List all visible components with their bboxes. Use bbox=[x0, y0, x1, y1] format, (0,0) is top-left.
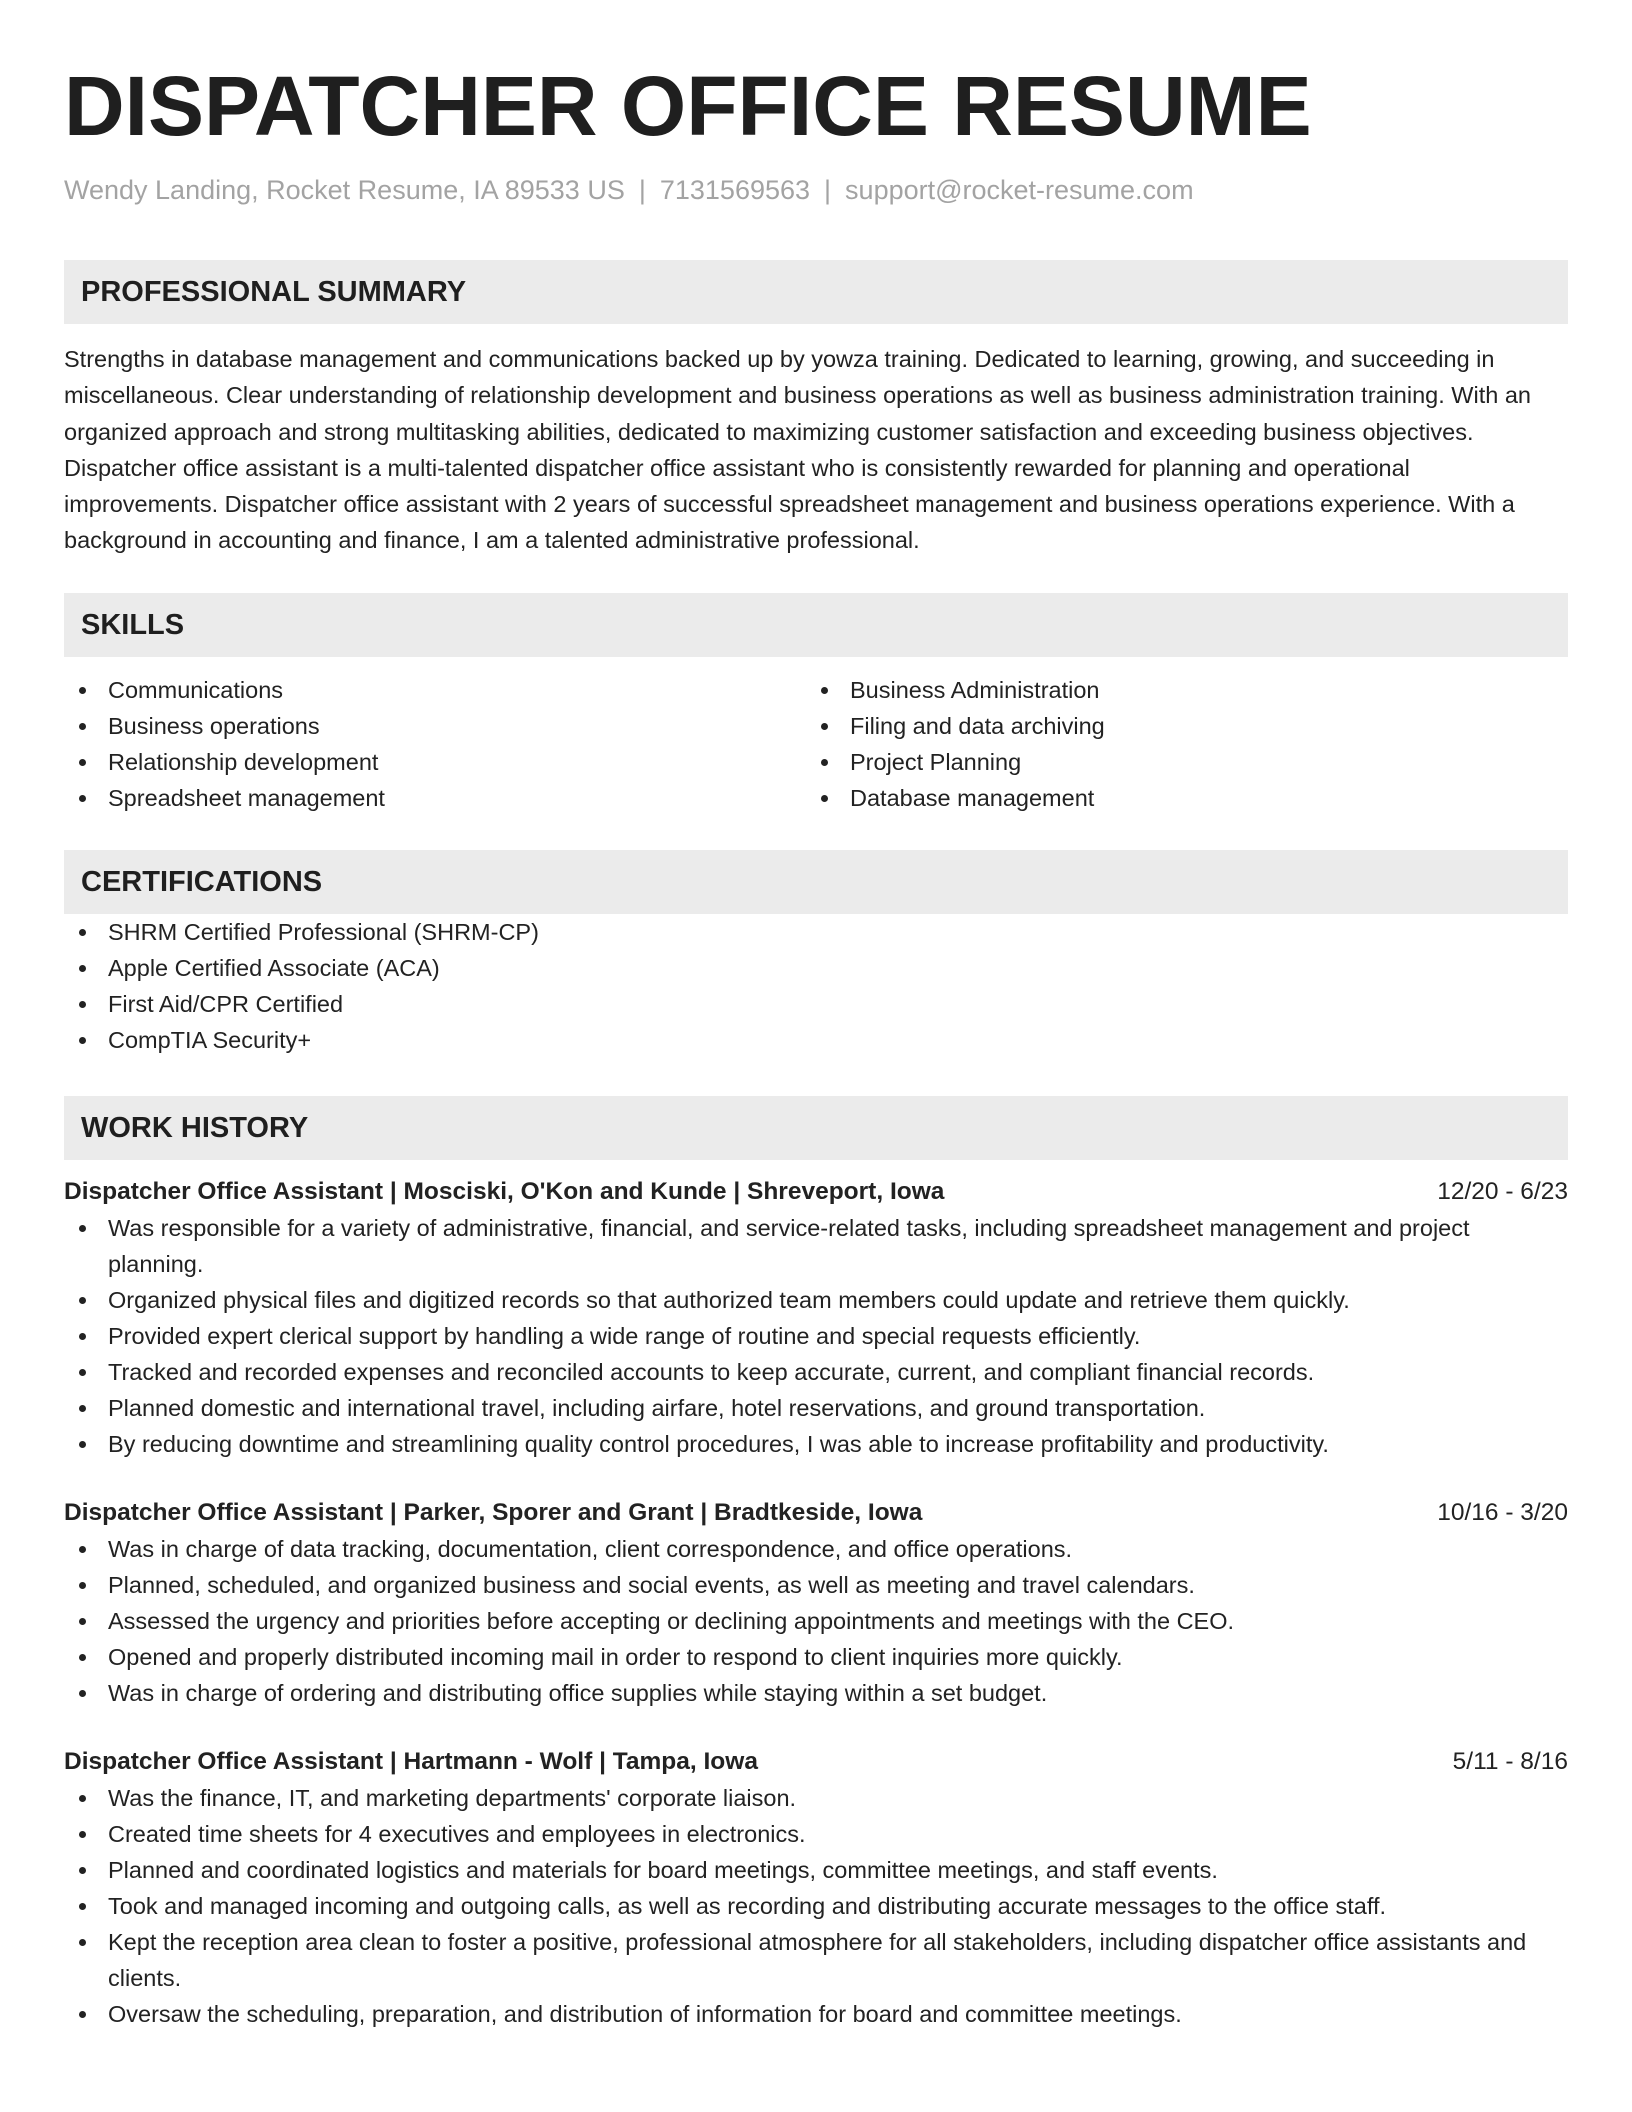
contact-email: support@rocket-resume.com bbox=[845, 175, 1194, 205]
skill-item: Project Planning bbox=[806, 744, 1548, 780]
job-entry bbox=[64, 1495, 1568, 1711]
job-entry bbox=[64, 1744, 1568, 2032]
job-bullet: Organized physical files and digitized records so that authorized team members could update and retrieve them quickly. bbox=[64, 1282, 1568, 1318]
contact-separator: | bbox=[638, 175, 646, 205]
job-header bbox=[64, 1174, 1568, 1210]
job-bullet: Was responsible for a variety of administrative, financial, and service-related tasks, including spreadsheet management and project planning. bbox=[64, 1210, 1568, 1282]
job-entry bbox=[64, 1174, 1568, 1462]
contact-phone: 7131569563 bbox=[659, 175, 811, 205]
work-history-heading: WORK HISTORY bbox=[64, 1096, 1568, 1160]
job-title: Dispatcher Office Assistant | Hartmann - Wolf | Tampa, Iowa bbox=[64, 1747, 758, 1775]
resume-page bbox=[64, 0, 1568, 2032]
job-bullet: Assessed the urgency and priorities before accepting or declining appointments and meetings with the CEO. bbox=[64, 1603, 1568, 1639]
job-dates: 5/11 - 8/16 bbox=[1452, 1747, 1568, 1775]
job-title: Dispatcher Office Assistant | Parker, Sporer and Grant | Bradtkeside, Iowa bbox=[64, 1498, 923, 1526]
job-bullet: Created time sheets for 4 executives and employees in electronics. bbox=[64, 1816, 1568, 1852]
job-header bbox=[64, 1495, 1568, 1531]
job-bullet: Was in charge of data tracking, documentation, client correspondence, and office operations. bbox=[64, 1531, 1568, 1567]
skill-item: Business Administration bbox=[806, 672, 1548, 708]
job-bullet: Took and managed incoming and outgoing calls, as well as recording and distributing accurate messages to the office staff. bbox=[64, 1888, 1568, 1924]
skill-item: Filing and data archiving bbox=[806, 708, 1548, 744]
skill-item: Database management bbox=[806, 780, 1548, 816]
skill-item: Business operations bbox=[64, 708, 806, 744]
certification-item: Apple Certified Associate (ACA) bbox=[64, 950, 1568, 986]
skills-column-left bbox=[64, 672, 806, 816]
certifications-heading: CERTIFICATIONS bbox=[64, 850, 1568, 914]
contact-address: Wendy Landing, Rocket Resume, IA 89533 US bbox=[64, 175, 625, 205]
skills-heading: SKILLS bbox=[64, 593, 1568, 657]
summary-heading: PROFESSIONAL SUMMARY bbox=[64, 260, 1568, 324]
job-bullets bbox=[64, 1780, 1568, 2032]
job-bullet: Provided expert clerical support by handling a wide range of routine and special requests efficiently. bbox=[64, 1318, 1568, 1354]
job-header bbox=[64, 1744, 1568, 1780]
job-bullet: By reducing downtime and streamlining quality control procedures, I was able to increase profitability and productivity. bbox=[64, 1426, 1568, 1462]
job-bullet: Was in charge of ordering and distributing office supplies while staying within a set budget. bbox=[64, 1675, 1568, 1711]
summary-text: Strengths in database management and communications backed up by yowza training. Dedicated to learning, growing, and succeeding in miscellaneous. Clear understanding of relationship development and business operations as well as business administration training. With an organized approach and strong multitasking abilities, dedicated to maximizing customer satisfaction and exceeding business objectives. Dispatcher office assistant is a multi-talented dispatcher office assistant who is consistently rewarded for planning and operational improvements. Dispatcher office assistant with 2 years of successful spreadsheet management and business operations experience. With a background in accounting and finance, I am a talented administrative professional. bbox=[64, 346, 1531, 554]
job-bullets bbox=[64, 1531, 1568, 1711]
skill-item: Communications bbox=[64, 672, 806, 708]
job-bullet: Tracked and recorded expenses and reconciled accounts to keep accurate, current, and compliant financial records. bbox=[64, 1354, 1568, 1390]
contact-separator: | bbox=[824, 175, 832, 205]
job-bullet: Kept the reception area clean to foster a positive, professional atmosphere for all stakeholders, including dispatcher office assistants and clients. bbox=[64, 1924, 1568, 1996]
resume-title: DISPATCHER OFFICE RESUME bbox=[64, 59, 1312, 153]
skill-item: Relationship development bbox=[64, 744, 806, 780]
job-bullets bbox=[64, 1210, 1568, 1462]
certification-item: CompTIA Security+ bbox=[64, 1022, 1568, 1058]
job-bullet: Was the finance, IT, and marketing departments' corporate liaison. bbox=[64, 1780, 1568, 1816]
certifications-list bbox=[64, 914, 1568, 1058]
job-title: Dispatcher Office Assistant | Mosciski, O'Kon and Kunde | Shreveport, Iowa bbox=[64, 1177, 945, 1205]
skill-item: Spreadsheet management bbox=[64, 780, 806, 816]
certification-item: SHRM Certified Professional (SHRM-CP) bbox=[64, 914, 1568, 950]
skills-grid bbox=[64, 672, 1568, 816]
job-bullet: Planned and coordinated logistics and materials for board meetings, committee meetings, and staff events. bbox=[64, 1852, 1568, 1888]
job-bullet: Oversaw the scheduling, preparation, and distribution of information for board and committee meetings. bbox=[64, 1996, 1568, 2032]
skills-column-right bbox=[806, 672, 1548, 816]
certification-item: First Aid/CPR Certified bbox=[64, 986, 1568, 1022]
job-bullet: Opened and properly distributed incoming mail in order to respond to client inquiries more quickly. bbox=[64, 1639, 1568, 1675]
contact-line bbox=[64, 172, 1568, 208]
job-dates: 10/16 - 3/20 bbox=[1437, 1498, 1568, 1526]
job-dates: 12/20 - 6/23 bbox=[1437, 1177, 1568, 1205]
job-bullet: Planned, scheduled, and organized business and social events, as well as meeting and travel calendars. bbox=[64, 1567, 1568, 1603]
job-bullet: Planned domestic and international travel, including airfare, hotel reservations, and ground transportation. bbox=[64, 1390, 1568, 1426]
